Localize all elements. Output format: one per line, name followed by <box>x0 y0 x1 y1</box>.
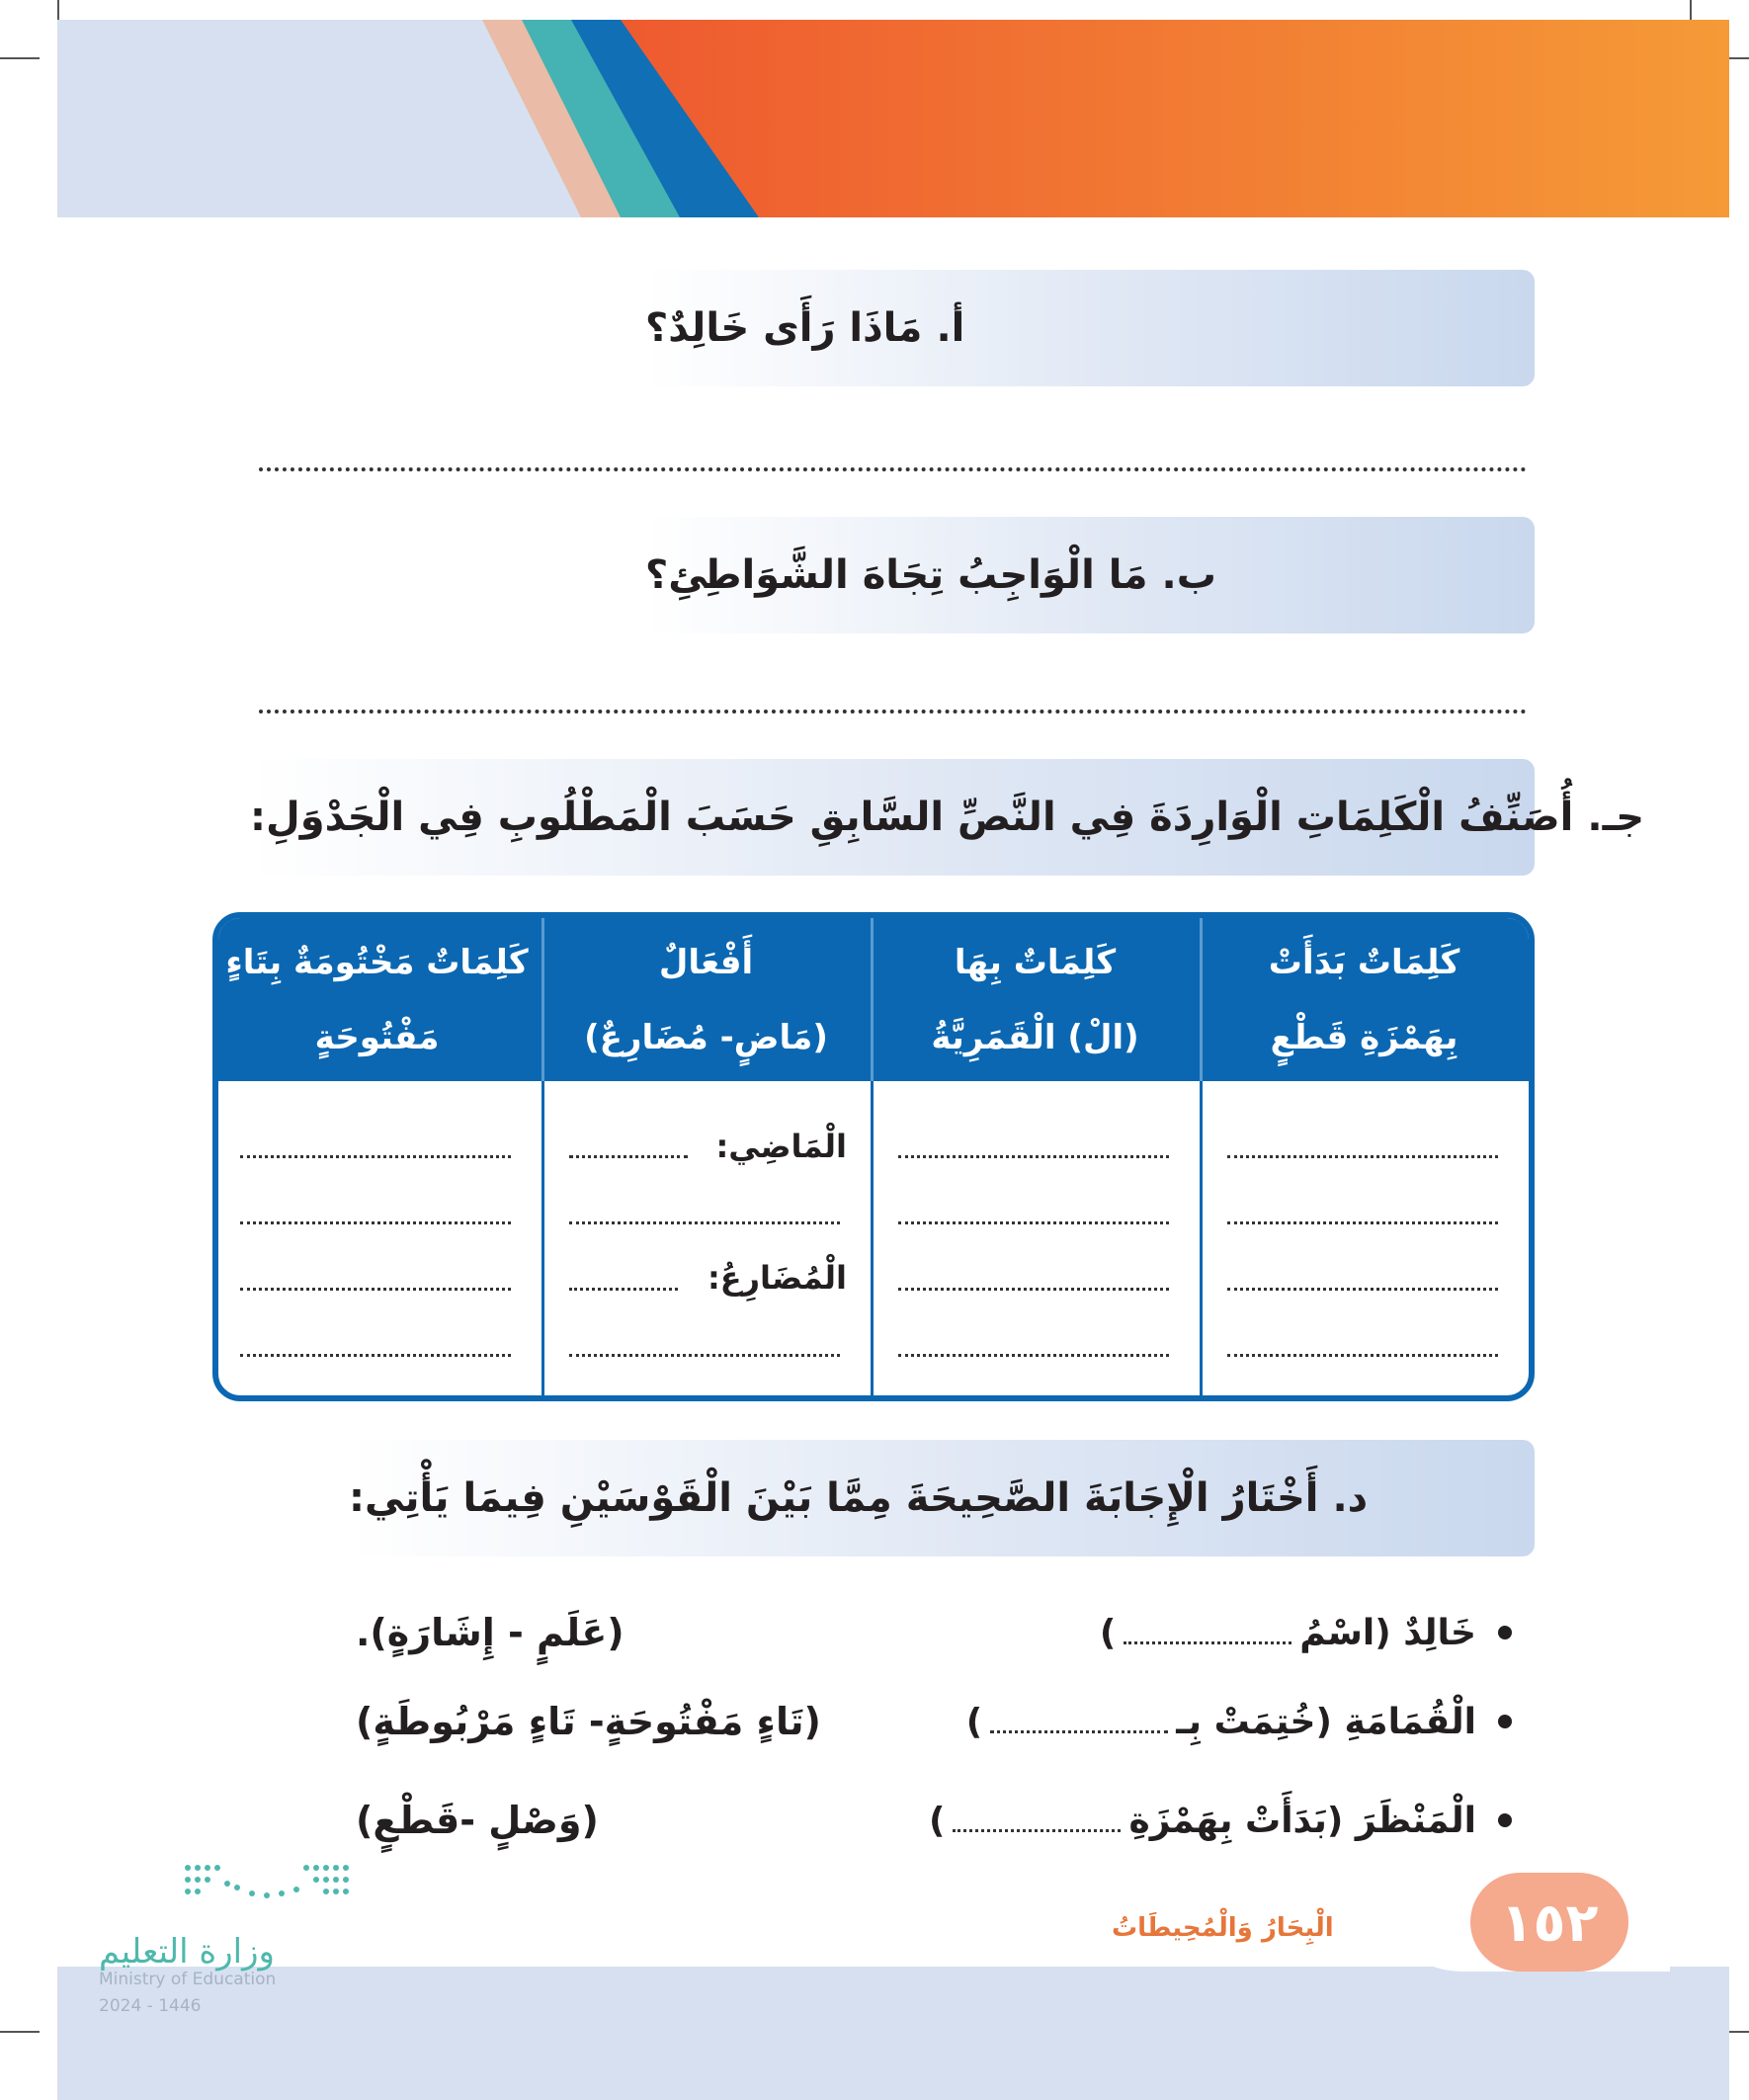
question-b-text: مَا الْوَاجِبُ تِجَاهَ الشَّوَاطِئِ؟ <box>645 552 1148 598</box>
footer-band <box>57 1967 1729 2100</box>
table-header-cell <box>212 918 541 1081</box>
answer-line-a[interactable] <box>259 467 1527 471</box>
crop-mark <box>57 0 59 20</box>
header-line: بِهَمْزَةِ قَطْعٍ <box>1270 1017 1458 1057</box>
answer-slot[interactable] <box>1227 1288 1498 1291</box>
answer-slot[interactable] <box>240 1288 511 1291</box>
past-label: الْمَاضِي: <box>715 1128 847 1165</box>
choice-blank[interactable] <box>1124 1641 1291 1644</box>
header-line: (الْ) الْقَمَرِيَّةُ <box>931 1017 1139 1057</box>
answer-slot[interactable] <box>569 1354 840 1357</box>
table-header-cell <box>541 918 871 1081</box>
choice-prefix: خَالِدٌ (اسْمُ <box>1299 1612 1476 1653</box>
answer-slot[interactable] <box>898 1221 1169 1224</box>
choice-suffix: ) <box>1099 1612 1117 1653</box>
header-line: كَلِمَاتٌ بَدَأَتْ <box>1268 942 1460 982</box>
table-header-cell <box>1200 918 1529 1081</box>
header-line: أَفْعَالٌ <box>658 942 754 982</box>
answer-slot[interactable] <box>240 1354 511 1357</box>
crop-mark <box>0 57 40 59</box>
choice-prefix: الْقُمَامَةِ (خُتِمَتْ بِـ <box>1176 1701 1476 1742</box>
header-divider <box>1200 918 1203 1081</box>
answer-slot[interactable] <box>1227 1354 1498 1357</box>
ministry-logo-icon <box>178 1858 356 1907</box>
header-divider <box>541 918 544 1081</box>
answer-slot[interactable] <box>1227 1155 1498 1158</box>
crop-mark <box>0 2031 40 2033</box>
table-header-cell <box>871 918 1200 1081</box>
choice-blank[interactable] <box>990 1730 1168 1733</box>
header-line: كَلِمَاتٌ مَخْتُومَةٌ بِتَاءٍ <box>225 942 529 982</box>
answer-slot[interactable] <box>240 1155 511 1158</box>
question-d-letter: د. <box>1332 1475 1369 1521</box>
choice-options: (عَلَمٍ - إِشَارَةٍ). <box>356 1611 625 1654</box>
choice-blank[interactable] <box>953 1829 1121 1832</box>
answer-slot[interactable] <box>898 1288 1169 1291</box>
answer-line-b[interactable] <box>259 710 1527 714</box>
answer-slot[interactable] <box>1227 1221 1498 1224</box>
answer-slot-past[interactable] <box>569 1155 688 1158</box>
choice-suffix: ) <box>928 1800 946 1841</box>
unit-title: الْبِحَارُ وَالْمُحِيطَاتُ <box>1112 1913 1334 1943</box>
question-d-text: أَخْتَارُ الْإِجَابَةَ الصَّحِيحَةَ مِمَّا بَيْنَ الْقَوْسَيْنِ فِيمَا يَأْتِي: <box>349 1475 1319 1521</box>
bullet-icon <box>1498 1813 1512 1827</box>
answer-slot-present[interactable] <box>569 1288 678 1291</box>
question-c-letter: جـ. <box>1587 795 1645 840</box>
header-line: مَفْتُوحَةٍ <box>314 1017 440 1057</box>
answer-slot[interactable] <box>898 1354 1169 1357</box>
header-banner <box>57 20 1729 217</box>
header-line: (مَاضٍ- مُضَارِعٌ) <box>584 1017 828 1057</box>
answer-slot[interactable] <box>240 1221 511 1224</box>
question-d-bar <box>349 1440 1535 1556</box>
question-c-text: أُصَنِّفُ الْكَلِمَاتِ الْوَارِدَةَ فِي النَّصِّ السَّابِقِ حَسَبَ الْمَطْلُوبِ فِي الْجَدْوَلِ: <box>250 795 1574 840</box>
ministry-name-ar: وزارة التعليم <box>99 1932 275 1972</box>
question-a-bar <box>645 270 1535 386</box>
choice-prefix: الْمَنْظَرَ (بَدَأَتْ بِهَمْزَةِ <box>1128 1800 1476 1841</box>
ministry-year: 2024 - 1446 <box>99 1996 202 2016</box>
question-a-letter: أ. <box>936 305 965 351</box>
choice-item <box>929 1791 1512 1850</box>
page-number: ١٥٢ <box>1470 1873 1628 1972</box>
classification-table <box>212 912 1535 1401</box>
question-c-bar <box>250 759 1645 876</box>
header-line: كَلِمَاتٌ بِهَا <box>954 942 1117 982</box>
bullet-icon <box>1498 1715 1512 1728</box>
crop-mark <box>1690 0 1692 20</box>
question-a-text: مَاذَا رَأَى خَالِدٌ؟ <box>645 305 923 351</box>
answer-slot[interactable] <box>898 1155 1169 1158</box>
choice-options: (تَاءٍ مَفْتُوحَةٍ- تَاءٍ مَرْبُوطَةٍ) <box>356 1700 821 1743</box>
question-b-letter: ب. <box>1161 552 1216 598</box>
choice-options: (وَصْلٍ -قَطْعٍ) <box>356 1799 599 1842</box>
choice-item <box>1100 1603 1512 1662</box>
answer-slot[interactable] <box>569 1221 840 1224</box>
choice-suffix: ) <box>965 1701 983 1742</box>
question-b-bar <box>645 517 1535 633</box>
present-label: الْمُضَارِعُ: <box>707 1259 847 1297</box>
header-divider <box>871 918 874 1081</box>
ministry-name-en: Ministry of Education <box>99 1970 277 1989</box>
choice-item <box>966 1692 1512 1751</box>
bullet-icon <box>1498 1626 1512 1639</box>
